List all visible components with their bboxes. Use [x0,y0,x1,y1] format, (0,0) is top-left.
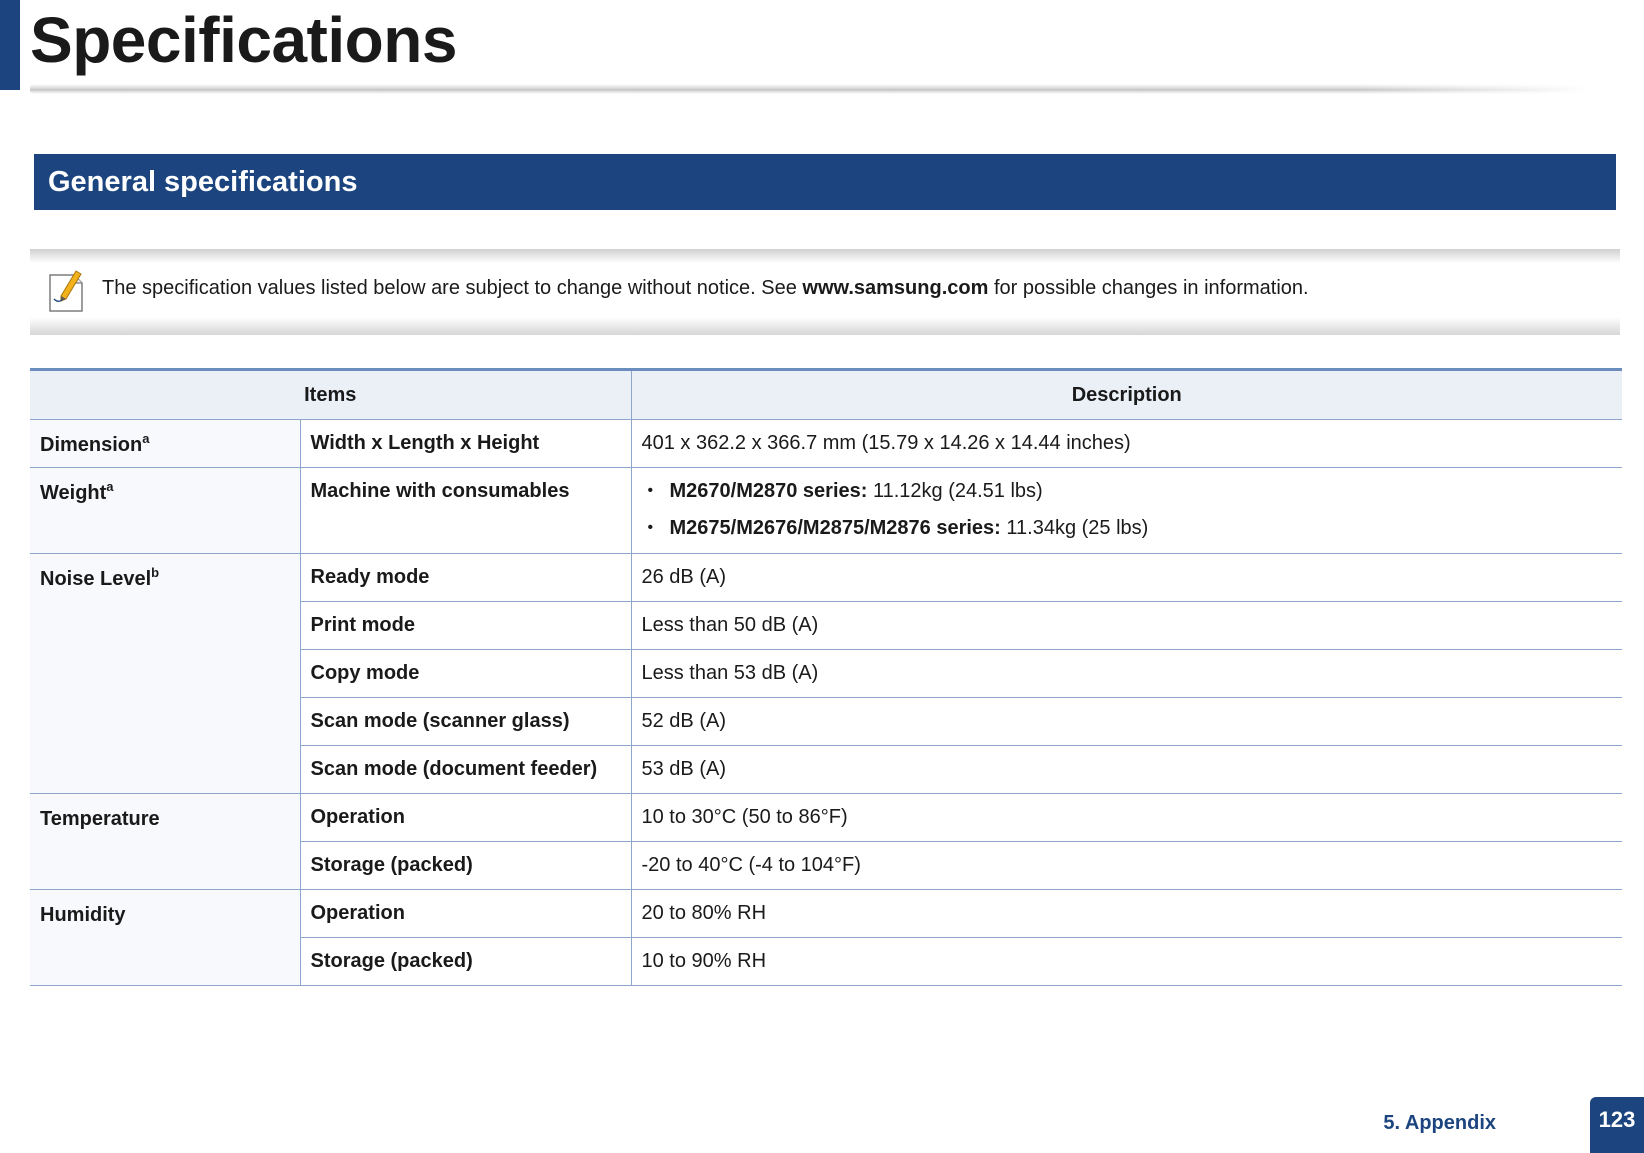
page-title: Specifications [30,4,457,76]
item-cell: Operation [300,890,631,938]
page-number-badge: 123 [1590,1097,1644,1153]
table-row-temperature [30,794,1622,842]
table-row-humidity [30,890,1622,938]
model-label: M2675/M2676/M2875/M2876 series: [669,517,1001,539]
description-cell: 10 to 30°C (50 to 86°F) [631,794,1622,842]
description-cell: 52 dB (A) [631,698,1622,746]
note-text-before: The specification values listed below are subject to change without notice. See [102,277,803,299]
footnote-marker: b [151,565,160,580]
item-cell: Scan mode (scanner glass) [300,698,631,746]
description-cell: 10 to 90% RH [631,938,1622,986]
weight-list [642,477,1613,542]
row-label-humidity: Humidity [30,890,300,986]
row-label-weight [30,468,300,554]
weight-label: Weight [40,482,107,504]
weight-value: 11.34kg (25 lbs) [1000,517,1149,539]
item-cell: Operation [300,794,631,842]
row-label-dimension [30,420,300,468]
chapter-tab-marker [0,0,20,90]
description-cell: Less than 53 dB (A) [631,650,1622,698]
note-text-after: for possible changes in information. [988,277,1309,299]
description-cell: 20 to 80% RH [631,890,1622,938]
list-item [642,514,1613,542]
item-cell: Copy mode [300,650,631,698]
item-cell: Ready mode [300,554,631,602]
noise-label: Noise Level [40,568,152,590]
table-row-weight [30,468,1622,554]
item-cell: Storage (packed) [300,842,631,890]
section-title: General specifications [48,166,358,198]
footnote-marker: a [106,479,114,494]
model-label: M2670/M2870 series: [669,480,868,502]
item-cell: Print mode [300,602,631,650]
description-cell [631,468,1622,554]
description-cell: 401 x 362.2 x 366.7 mm (15.79 x 14.26 x 14.44 inches) [631,420,1622,468]
row-label-noise [30,554,300,794]
note-text [102,275,1309,301]
note-box [30,249,1620,335]
section-header [34,154,1616,210]
note-pencil-icon [46,269,86,315]
footnote-marker: a [142,431,150,446]
table-header-row [30,370,1622,420]
header-description: Description [631,370,1622,420]
samsung-link[interactable]: www.samsung.com [802,277,989,299]
description-cell: 26 dB (A) [631,554,1622,602]
footer-chapter-label: 5. Appendix [1383,1112,1496,1134]
row-label-temperature: Temperature [30,794,300,890]
spec-table [30,368,1622,986]
description-cell: 53 dB (A) [631,746,1622,794]
weight-value: 11.12kg (24.51 lbs) [867,480,1043,502]
title-divider-fade [30,84,1590,94]
header-items: Items [30,370,631,420]
item-cell: Width x Length x Height [300,420,631,468]
item-cell: Storage (packed) [300,938,631,986]
table-row-noise [30,554,1622,602]
description-cell: -20 to 40°C (-4 to 104°F) [631,842,1622,890]
item-cell: Scan mode (document feeder) [300,746,631,794]
description-cell: Less than 50 dB (A) [631,602,1622,650]
table-row-dimension [30,420,1622,468]
item-cell: Machine with consumables [300,468,631,554]
dimension-label: Dimension [40,434,143,456]
list-item [642,477,1613,505]
